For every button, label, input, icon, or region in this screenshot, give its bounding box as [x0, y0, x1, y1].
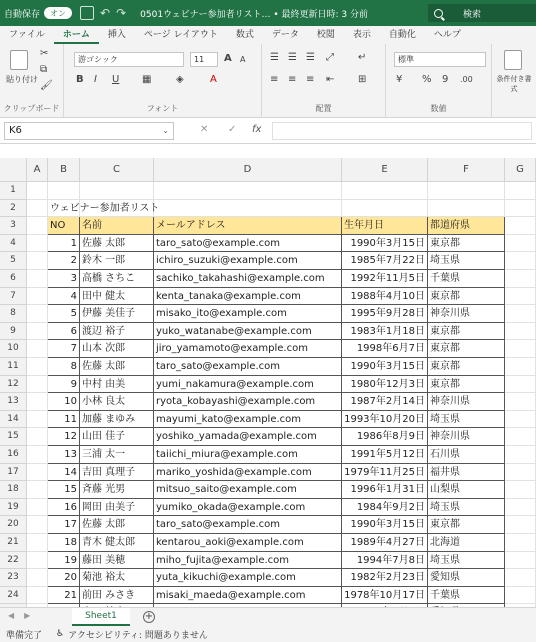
table-cell[interactable]: 1990年3月15日 [342, 235, 428, 253]
table-cell[interactable]: 1986年8月9日 [342, 428, 428, 446]
grid-cell[interactable] [505, 200, 536, 218]
grid-cell[interactable] [154, 200, 342, 218]
sheet-tab-bar [0, 607, 536, 626]
grid-cell[interactable] [27, 252, 48, 270]
clipboard-group [0, 44, 64, 118]
table-header-cell[interactable]: 名前 [80, 217, 154, 235]
align-left-icon[interactable]: ≡ [270, 74, 279, 85]
alignment-label: 配置 [315, 104, 332, 113]
table-cell[interactable]: 1983年1月18日 [342, 323, 428, 341]
table-cell[interactable]: 田中 健太 [80, 288, 154, 306]
align-top-icon[interactable]: ☰ [270, 52, 279, 63]
underline-button[interactable]: U [112, 74, 120, 85]
paste-icon[interactable] [10, 50, 28, 70]
table-cell[interactable]: 東京都 [428, 235, 505, 253]
table-cell[interactable]: 三浦 太一 [80, 446, 154, 464]
name-box-value: K6 [9, 125, 22, 136]
sheet-tab[interactable]: Sheet1 [72, 608, 130, 626]
table-cell[interactable]: 11 [48, 411, 80, 429]
row-header[interactable]: 15 [0, 428, 27, 446]
table-cell[interactable]: 神奈川県 [428, 305, 505, 323]
grid-cell[interactable] [80, 182, 154, 200]
table-cell[interactable]: 菊池 裕太 [80, 569, 154, 587]
grid-cell[interactable] [27, 428, 48, 446]
grid-cell[interactable] [505, 446, 536, 464]
table-cell[interactable]: 東京都 [428, 340, 505, 358]
tab-formulas[interactable]: 数式 [235, 30, 254, 40]
name-box[interactable] [4, 122, 174, 140]
row-header[interactable]: 5 [0, 252, 27, 270]
row-header[interactable]: 18 [0, 481, 27, 499]
table-cell[interactable]: 18 [48, 534, 80, 552]
grid-cell[interactable] [428, 182, 505, 200]
grid-cell[interactable] [27, 305, 48, 323]
search-icon [434, 9, 443, 18]
table-cell[interactable]: mayumi_kato@example.com [154, 411, 342, 429]
row-header[interactable]: 17 [0, 464, 27, 482]
column-header-e[interactable]: E [342, 158, 428, 182]
table-cell[interactable]: jiro_yamamoto@example.com [154, 340, 342, 358]
table-cell[interactable]: 福井県 [428, 464, 505, 482]
grid-cell[interactable] [27, 288, 48, 306]
table-cell[interactable]: 鈴木 一郎 [80, 252, 154, 270]
table-cell[interactable]: 1992年11月5日 [342, 270, 428, 288]
fx-button[interactable]: fx [252, 124, 262, 135]
table-cell[interactable]: yumi_nakamura@example.com [154, 376, 342, 394]
formula-bar [0, 118, 536, 144]
shrink-font-button[interactable]: A [240, 55, 246, 64]
table-cell[interactable]: 佐藤 太郎 [80, 516, 154, 534]
copy-icon[interactable]: ⧉ [40, 64, 48, 75]
grid-cell[interactable] [27, 587, 48, 605]
align-middle-icon[interactable]: ☰ [288, 52, 297, 63]
chevron-down-icon[interactable]: ⌄ [162, 126, 169, 135]
table-cell[interactable]: 神奈川県 [428, 428, 505, 446]
grid-cell[interactable] [27, 323, 48, 341]
spreadsheet-grid[interactable] [0, 157, 536, 607]
formula-input[interactable] [272, 122, 532, 140]
grid-cell[interactable] [505, 587, 536, 605]
row-header[interactable]: 20 [0, 516, 27, 534]
row-header[interactable]: 2 [0, 200, 27, 218]
ribbon [0, 44, 536, 118]
grid-cell[interactable] [505, 499, 536, 517]
save-icon[interactable] [80, 6, 94, 20]
row-header[interactable]: 14 [0, 411, 27, 429]
row-header[interactable]: 19 [0, 499, 27, 517]
font-group [64, 44, 262, 118]
grid-cell[interactable] [342, 200, 428, 218]
table-cell[interactable]: yuko_watanabe@example.com [154, 323, 342, 341]
paste-label[interactable]: 貼り付け [6, 75, 38, 84]
grid-cell[interactable] [48, 182, 80, 200]
search-box[interactable] [428, 4, 536, 22]
grid-cell[interactable] [27, 552, 48, 570]
tab-help[interactable]: ヘルプ [433, 30, 461, 40]
table-cell[interactable]: 斉藤 光男 [80, 481, 154, 499]
grid-cell[interactable] [27, 270, 48, 288]
table-cell[interactable]: 1990年3月15日 [342, 358, 428, 376]
table-cell[interactable]: 埼玉県 [428, 411, 505, 429]
grid-cell[interactable] [428, 200, 505, 218]
table-cell[interactable]: 14 [48, 464, 80, 482]
undo-icon[interactable]: ↶ [100, 6, 111, 20]
row-header[interactable]: 8 [0, 305, 27, 323]
tab-insert[interactable]: 挿入 [107, 30, 126, 40]
select-all-corner[interactable] [0, 158, 27, 182]
grow-font-button[interactable]: A [224, 53, 232, 64]
ribbon-tabs [0, 26, 536, 44]
fill-color-icon[interactable]: ◈ [176, 74, 184, 85]
italic-button[interactable]: I [94, 74, 97, 85]
grid-cell[interactable] [27, 200, 48, 218]
table-cell[interactable]: 東京都 [428, 288, 505, 306]
alignment-group [262, 44, 386, 118]
table-cell[interactable]: yumiko_okada@example.com [154, 499, 342, 517]
grid-cell[interactable] [27, 499, 48, 517]
table-cell[interactable]: 東京都 [428, 516, 505, 534]
column-header-a[interactable]: A [27, 158, 48, 182]
grid-cell[interactable] [27, 569, 48, 587]
table-header-cell[interactable]: メールアドレス [154, 217, 342, 235]
table-cell[interactable]: 3 [48, 270, 80, 288]
table-cell[interactable]: 北海道 [428, 534, 505, 552]
merge-icon[interactable]: ⊞ [358, 74, 367, 85]
table-cell[interactable]: 1990年3月15日 [342, 516, 428, 534]
table-cell[interactable]: 1996年1月31日 [342, 481, 428, 499]
grid-cell[interactable] [505, 323, 536, 341]
table-cell[interactable]: kenta_tanaka@example.com [154, 288, 342, 306]
align-bottom-icon[interactable]: ☰ [306, 52, 315, 63]
table-cell[interactable]: 1 [48, 235, 80, 253]
wrap-text-icon[interactable]: ↵ [358, 52, 367, 63]
table-cell[interactable]: 神奈川県 [428, 393, 505, 411]
table-cell[interactable]: 15 [48, 481, 80, 499]
table-cell[interactable]: 東京都 [428, 323, 505, 341]
row-header[interactable]: 13 [0, 393, 27, 411]
font-label: フォント [146, 104, 179, 113]
number-group [386, 44, 492, 118]
grid-cell[interactable] [27, 182, 48, 200]
table-cell[interactable]: 小林 良太 [80, 393, 154, 411]
grid-cell[interactable] [27, 235, 48, 253]
row-header[interactable]: 11 [0, 358, 27, 376]
comma-button[interactable]: 9 [442, 74, 449, 85]
row-header[interactable]: 21 [0, 534, 27, 552]
table-cell[interactable]: sachiko_takahashi@example.com [154, 270, 342, 288]
redo-icon[interactable]: ↷ [116, 6, 127, 20]
grid-cell[interactable] [505, 428, 536, 446]
table-cell[interactable]: 愛知県 [428, 569, 505, 587]
tab-page-layout[interactable]: ページ レイアウト [143, 30, 218, 40]
grid-cell[interactable] [505, 288, 536, 306]
table-cell[interactable]: 21 [48, 587, 80, 605]
format-painter-icon[interactable]: 🖌 [40, 80, 53, 91]
autosave-toggle[interactable]: オン [44, 7, 72, 19]
tab-automate[interactable]: 自動化 [388, 30, 416, 40]
table-cell[interactable]: 13 [48, 446, 80, 464]
table-header-cell[interactable]: NO [48, 217, 80, 235]
table-cell[interactable]: 9 [48, 376, 80, 394]
table-cell[interactable]: 2 [48, 252, 80, 270]
styles-group [492, 44, 536, 118]
table-cell[interactable]: taiichi_miura@example.com [154, 446, 342, 464]
grid-cell[interactable] [27, 481, 48, 499]
table-cell[interactable]: mariko_yoshida@example.com [154, 464, 342, 482]
table-cell[interactable]: mitsuo_saito@example.com [154, 481, 342, 499]
row-header[interactable]: 23 [0, 569, 27, 587]
table-cell[interactable]: 10 [48, 393, 80, 411]
sheet-nav-icon[interactable]: ◀▶ [8, 611, 41, 620]
row-header[interactable]: 7 [0, 288, 27, 306]
status-accessibility[interactable]: アクセシビリティ: 問題ありません [68, 630, 208, 641]
table-cell[interactable]: 1982年2月23日 [342, 569, 428, 587]
table-cell[interactable]: 伊藤 美佳子 [80, 305, 154, 323]
row-header[interactable]: 16 [0, 446, 27, 464]
orientation-icon[interactable]: ⤢ [326, 52, 334, 63]
grid-cell[interactable] [505, 464, 536, 482]
number-format-select[interactable]: 標準 [394, 52, 486, 67]
cancel-icon[interactable]: ✕ [200, 124, 209, 135]
table-cell[interactable]: kentarou_aoki@example.com [154, 534, 342, 552]
indent-icon[interactable]: ⇤ [326, 74, 335, 85]
grid-cell[interactable] [505, 411, 536, 429]
table-cell[interactable]: 山本 次郎 [80, 340, 154, 358]
table-cell[interactable]: 岡田 由美子 [80, 499, 154, 517]
sheet-title[interactable]: ウェビナー参加者リスト [50, 202, 160, 214]
accessibility-icon: ♿ [56, 629, 65, 639]
grid-cell[interactable] [27, 464, 48, 482]
grid-cell[interactable] [505, 340, 536, 358]
table-cell[interactable]: 青木 健太郎 [80, 534, 154, 552]
table-cell[interactable]: 中村 由美 [80, 376, 154, 394]
table-cell[interactable]: 7 [48, 340, 80, 358]
table-cell[interactable]: 山田 佳子 [80, 428, 154, 446]
percent-button[interactable]: % [422, 74, 432, 85]
table-cell[interactable]: 20 [48, 569, 80, 587]
grid-cell[interactable] [505, 393, 536, 411]
clipboard-label: クリップボード [3, 104, 60, 113]
table-cell[interactable]: miho_fujita@example.com [154, 552, 342, 570]
column-header-c[interactable]: C [80, 158, 154, 182]
grid-cell[interactable] [154, 182, 342, 200]
grid-cell[interactable] [27, 534, 48, 552]
table-cell[interactable]: 藤田 美穂 [80, 552, 154, 570]
table-cell[interactable]: 埼玉県 [428, 499, 505, 517]
table-cell[interactable]: 山梨県 [428, 481, 505, 499]
grid-cell[interactable] [27, 446, 48, 464]
row-header[interactable]: 3 [0, 217, 27, 235]
currency-icon[interactable]: ¥ [396, 74, 403, 85]
table-cell[interactable]: ryota_kobayashi@example.com [154, 393, 342, 411]
table-cell[interactable]: 1993年10月20日 [342, 411, 428, 429]
table-cell[interactable]: 埼玉県 [428, 252, 505, 270]
table-cell[interactable]: taro_sato@example.com [154, 358, 342, 376]
table-cell[interactable]: 千葉県 [428, 587, 505, 605]
table-cell[interactable]: 佐藤 太郎 [80, 235, 154, 253]
align-center-icon[interactable]: ≡ [288, 74, 297, 85]
tab-file[interactable]: ファイル [9, 30, 45, 40]
table-cell[interactable]: ichiro_suzuki@example.com [154, 252, 342, 270]
grid-cell[interactable] [27, 340, 48, 358]
autosave-label: 自動保存 [4, 9, 41, 20]
grid-cell[interactable] [27, 393, 48, 411]
add-sheet-button[interactable]: + [144, 611, 154, 622]
column-header-g[interactable]: G [505, 158, 536, 182]
font-color-icon[interactable]: A [210, 74, 217, 85]
table-cell[interactable]: 1998年6月7日 [342, 340, 428, 358]
table-cell[interactable]: 1995年9月28日 [342, 305, 428, 323]
table-cell[interactable]: 1994年7月8日 [342, 552, 428, 570]
tab-view[interactable]: 表示 [352, 30, 371, 40]
table-cell[interactable]: 1987年2月14日 [342, 393, 428, 411]
table-cell[interactable]: taro_sato@example.com [154, 516, 342, 534]
row-header[interactable]: 10 [0, 340, 27, 358]
column-header-d[interactable]: D [154, 158, 342, 182]
grid-cell[interactable] [505, 516, 536, 534]
grid-cell[interactable] [505, 252, 536, 270]
confirm-icon[interactable]: ✓ [228, 124, 237, 135]
border-icon[interactable]: ▦ [142, 74, 152, 85]
table-cell[interactable]: yuta_kikuchi@example.com [154, 569, 342, 587]
table-cell[interactable]: 6 [48, 323, 80, 341]
font-size-select[interactable]: 11 [190, 52, 218, 67]
cut-icon[interactable]: ✂ [40, 48, 49, 59]
bold-button[interactable]: B [76, 74, 84, 85]
table-cell[interactable]: 埼玉県 [428, 552, 505, 570]
font-name-select[interactable]: 游ゴシック [74, 52, 184, 67]
table-header-cell[interactable]: 生年月日 [342, 217, 428, 235]
table-cell[interactable]: taro_sato@example.com [154, 235, 342, 253]
column-header-b[interactable]: B [48, 158, 80, 182]
table-cell[interactable]: 渡辺 裕子 [80, 323, 154, 341]
document-title[interactable]: 0501ウェビナー参加者リスト… • 最終更新日時: 3 分前 [140, 9, 369, 20]
row-header[interactable]: 22 [0, 552, 27, 570]
grid-cell[interactable] [505, 270, 536, 288]
table-cell[interactable]: 高橋 さちこ [80, 270, 154, 288]
grid-cell[interactable] [505, 569, 536, 587]
table-cell[interactable]: 1991年5月12日 [342, 446, 428, 464]
table-cell[interactable]: 17 [48, 516, 80, 534]
row-header[interactable]: 1 [0, 182, 27, 200]
table-cell[interactable]: 16 [48, 499, 80, 517]
table-cell[interactable]: 吉田 真理子 [80, 464, 154, 482]
table-header-cell[interactable]: 都道府県 [428, 217, 505, 235]
table-cell[interactable]: 1989年4月27日 [342, 534, 428, 552]
table-cell[interactable]: 加藤 まゆみ [80, 411, 154, 429]
status-bar [0, 626, 536, 642]
grid-cell[interactable] [505, 235, 536, 253]
grid-cell[interactable] [505, 358, 536, 376]
table-cell[interactable]: 1978年10月17日 [342, 587, 428, 605]
grid-cell[interactable] [27, 516, 48, 534]
table-cell[interactable]: 1988年4月10日 [342, 288, 428, 306]
grid-cell[interactable] [505, 182, 536, 200]
table-cell[interactable]: yoshiko_yamada@example.com [154, 428, 342, 446]
table-cell[interactable]: 1984年9月2日 [342, 499, 428, 517]
tab-data[interactable]: データ [271, 30, 299, 40]
tab-review[interactable]: 校閲 [316, 30, 335, 40]
grid-cell[interactable] [27, 217, 48, 235]
table-cell[interactable]: 東京都 [428, 358, 505, 376]
table-cell[interactable]: 東京都 [428, 376, 505, 394]
table-cell[interactable]: 千葉県 [428, 270, 505, 288]
grid-cell[interactable] [505, 305, 536, 323]
row-header[interactable]: 4 [0, 235, 27, 253]
align-right-icon[interactable]: ≡ [306, 74, 315, 85]
table-cell[interactable]: 19 [48, 552, 80, 570]
table-cell[interactable]: misaki_maeda@example.com [154, 587, 342, 605]
table-cell[interactable]: 前田 みさき [80, 587, 154, 605]
conditional-format-label[interactable]: 条件付き書式 [496, 75, 532, 93]
search-placeholder: 検索 [463, 9, 482, 20]
grid-cell[interactable] [505, 481, 536, 499]
table-cell[interactable]: 5 [48, 305, 80, 323]
table-cell[interactable]: 1980年12月3日 [342, 376, 428, 394]
column-header-f[interactable]: F [428, 158, 505, 182]
grid-cell[interactable] [505, 552, 536, 570]
grid-cell[interactable] [27, 376, 48, 394]
grid-cell[interactable] [505, 217, 536, 235]
grid-cell[interactable] [27, 358, 48, 376]
grid-cell[interactable] [342, 182, 428, 200]
row-header[interactable]: 9 [0, 323, 27, 341]
table-cell[interactable]: 石川県 [428, 446, 505, 464]
table-cell[interactable]: 1979年11月25日 [342, 464, 428, 482]
status-ready: 準備完了 [6, 630, 43, 641]
grid-cell[interactable] [505, 534, 536, 552]
tab-home[interactable]: ホーム [54, 26, 99, 44]
table-cell[interactable]: 4 [48, 288, 80, 306]
number-label: 数値 [430, 104, 447, 113]
row-header[interactable]: 12 [0, 376, 27, 394]
table-cell[interactable]: 佐藤 太郎 [80, 358, 154, 376]
row-header[interactable]: 24 [0, 587, 27, 605]
grid-cell[interactable] [505, 376, 536, 394]
decimal-icon[interactable]: .00 [460, 75, 473, 84]
table-cell[interactable]: 1985年7月22日 [342, 252, 428, 270]
table-cell[interactable]: 12 [48, 428, 80, 446]
table-cell[interactable]: misako_ito@example.com [154, 305, 342, 323]
grid-cell[interactable] [27, 411, 48, 429]
conditional-format-icon[interactable] [504, 50, 522, 70]
row-header[interactable]: 6 [0, 270, 27, 288]
title-bar [0, 0, 536, 26]
table-cell[interactable]: 8 [48, 358, 80, 376]
